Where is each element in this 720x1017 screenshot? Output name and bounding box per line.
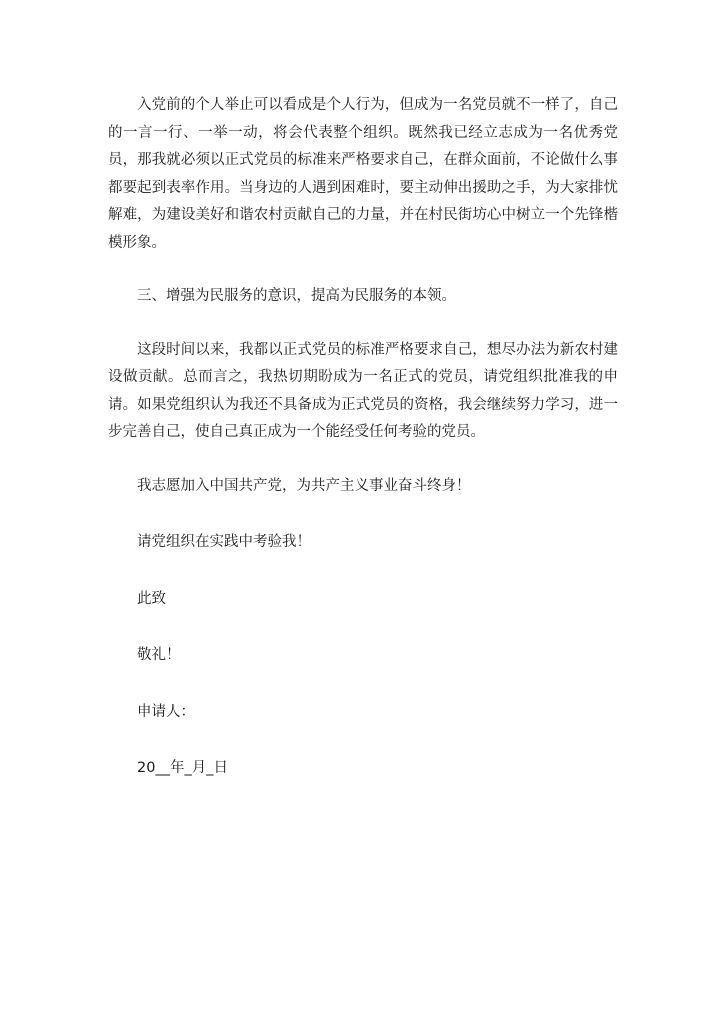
date-line: 20__年_月_日 (137, 760, 228, 776)
request-line: 请党组织在实践中考验我！ (137, 534, 311, 550)
salutation-line-1: 此致 (137, 590, 166, 607)
salutation-line-2: 敬礼！ (137, 647, 181, 663)
document-page (108, 92, 618, 812)
applicant-label: 申请人： (137, 703, 195, 720)
section-heading-service: 三、增强为民服务的意识，提高为民服务的本领。 (137, 288, 456, 304)
body-paragraph-conduct: 入党前的个人举止可以看成是个人行为，但成为一名党员就不一样了，自己的一言一行、一举一动，将会代表整个组织。既然我已经立志成为一名优秀党员，那我就必须以正式党员的标准来严格要求自己，在群众面前，不论做什么事都要起到表率作用。当身边的人遇到困难时，要主动伸出援助之手，为大家排忧解难，为建设美好和谐农村贡献自己的力量，并在村民街坊心中树立一个先锋楷模形象。 (108, 97, 618, 251)
body-paragraph-commitment: 这段时间以来，我都以正式党员的标准严格要求自己，想尽办法为新农村建设做贡献。总而言之，我热切期盼成为一名正式的党员，请党组织批准我的申请。如果党组织认为我还不具备成为正式党员的资格，我会继续努力学习，进一步完善自己，使自己真正成为一个能经受任何考验的党员。 (108, 341, 618, 440)
resolve-line: 我志愿加入中国共产党，为共产主义事业奋斗终身！ (137, 477, 471, 494)
